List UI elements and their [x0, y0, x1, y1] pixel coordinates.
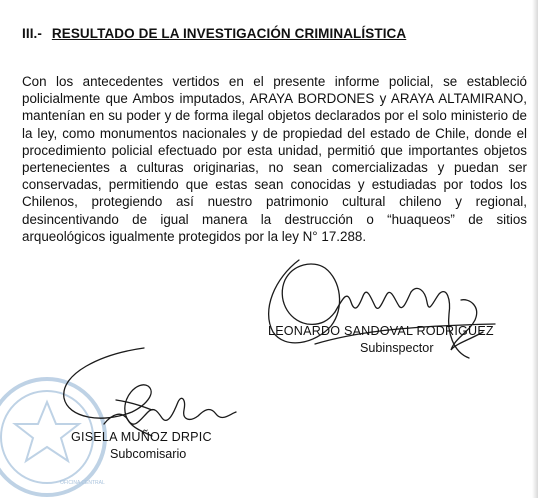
seal-text: OFICINA CENTRAL [60, 480, 105, 486]
signer-rank-2: Subcomisario [110, 447, 187, 461]
section-heading [22, 26, 406, 41]
signer-name-1: LEONARDO SANDOVAL RODRIGUEZ [268, 324, 494, 338]
page-edge [532, 0, 538, 498]
report-paragraph: Con los antecedentes vertidos en el presente informe policial, se estableció policialmente que Ambos imputados, ARAYA BORDONES y ARAYA ALTAMIRANO, mantenían en su poder y de forma ilegal objetos declarados por el solo ministerio de la ley, como monumentos nacionales y de propiedad del estado de Chile, donde el procedimiento policial efectuado por esta unidad, permitió que importantes objetos pertenecientes a culturas originarias, no sean comercializadas y puedan ser conservadas, permitiendo que estas sean conocidas y estudiadas por todos los Chilenos, protegiendo así nuestro patrimonio cultural chileno y regional, desincentivando de igual manera la destrucción o “huaqueos” de sitios arqueológicos igualmente protegidos por la ley N° 17.288. [22, 74, 527, 244]
section-number: III.- [22, 26, 42, 41]
signer-name-2: GISELA MUÑOZ DRPIC [71, 430, 212, 444]
signature-sandoval [255, 240, 525, 380]
section-title: RESULTADO DE LA INVESTIGACIÓN CRIMINALÍSTICA [51, 26, 407, 41]
signer-rank-1: Subinspector [360, 341, 434, 355]
